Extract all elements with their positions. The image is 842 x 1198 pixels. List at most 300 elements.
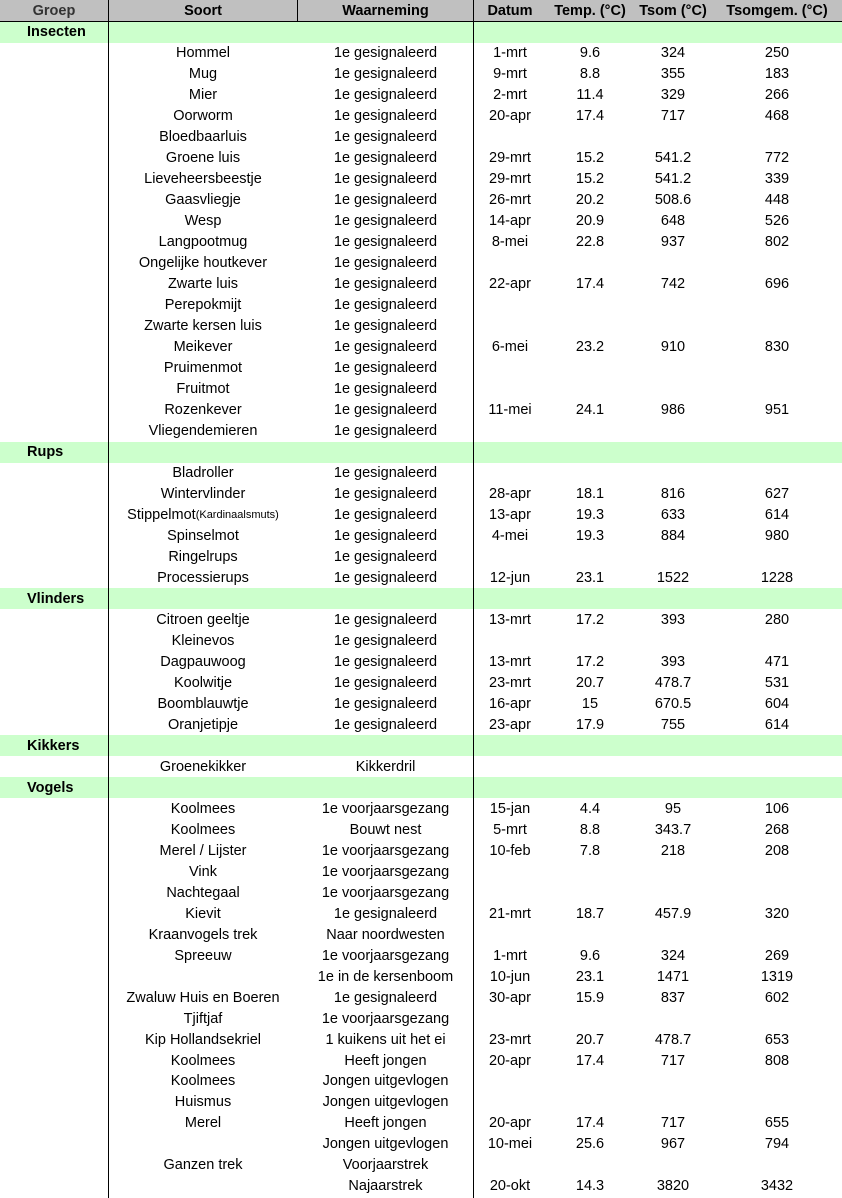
cell-soort-text: Dagpauwoog — [160, 653, 246, 670]
cell-datum-text: 13-mrt — [489, 611, 531, 628]
table-row — [0, 1155, 842, 1176]
cell-waarneming — [298, 43, 473, 64]
cell-soort-text: Oorworm — [173, 108, 233, 125]
group-row — [0, 442, 842, 463]
cell-soort-text: Spreeuw — [174, 947, 232, 964]
cell-tsom — [634, 1176, 712, 1197]
cell-temp-text: 15.2 — [575, 150, 605, 167]
cell-soort — [109, 945, 297, 966]
cell-datum-text: 9-mrt — [493, 66, 527, 83]
cell-waarneming-text: 1e gesignaleerd — [333, 632, 438, 649]
cell-waarneming — [298, 567, 473, 588]
cell-temp-text: 23.2 — [575, 339, 605, 356]
cell-tsomgem — [712, 567, 842, 588]
cell-tsomgem — [712, 798, 842, 819]
cell-datum-text: 14-apr — [489, 213, 531, 230]
cell-soort — [109, 1113, 297, 1134]
cell-soort — [109, 43, 297, 64]
cell-soort-text: Rozenkever — [164, 402, 242, 419]
header-waarneming: Waarneming — [342, 2, 429, 19]
cell-datum — [474, 253, 546, 274]
cell-temp — [546, 1176, 634, 1197]
cell-tsom-text: 3820 — [656, 1178, 690, 1195]
cell-tsom-text: 717 — [660, 108, 686, 125]
cell-soort-text: Vliegendemieren — [148, 423, 258, 440]
table-row — [0, 1176, 842, 1197]
cell-tsomgem-text: 802 — [764, 234, 790, 251]
cell-soort — [109, 316, 297, 337]
cell-tsom — [634, 1092, 712, 1113]
cell-tsom — [634, 148, 712, 169]
cell-waarneming-text: 1e gesignaleerd — [333, 402, 438, 419]
cell-datum-text: 20-okt — [489, 1178, 531, 1195]
cell-soort-text: Vink — [189, 863, 217, 880]
cell-tsom — [634, 337, 712, 358]
cell-datum — [474, 232, 546, 253]
cell-tsom — [634, 232, 712, 253]
cell-temp-text: 18.7 — [575, 905, 605, 922]
cell-waarneming-text: 1e gesignaleerd — [333, 192, 438, 209]
cell-tsomgem — [712, 232, 842, 253]
cell-waarneming-text: 1e gesignaleerd — [333, 989, 438, 1006]
cell-tsomgem — [712, 861, 842, 882]
cell-waarneming-text: 1e gesignaleerd — [333, 339, 438, 356]
cell-waarneming — [298, 1008, 473, 1029]
cell-soort — [109, 1092, 297, 1113]
table-row — [0, 903, 842, 924]
cell-datum — [474, 609, 546, 630]
cell-tsomgem — [712, 421, 842, 442]
cell-tsomgem — [712, 672, 842, 693]
cell-waarneming — [298, 127, 473, 148]
cell-soort — [109, 106, 297, 127]
table-row — [0, 484, 842, 505]
cell-waarneming — [298, 861, 473, 882]
cell-waarneming — [298, 1134, 473, 1155]
table-row — [0, 232, 842, 253]
cell-tsom-text: 324 — [660, 45, 686, 62]
cell-soort — [109, 400, 297, 421]
cell-tsom — [634, 987, 712, 1008]
cell-temp-text: 22.8 — [575, 234, 605, 251]
cell-waarneming — [298, 672, 473, 693]
cell-waarneming — [298, 463, 473, 484]
cell-tsom-text: 541.2 — [654, 150, 692, 167]
cell-waarneming — [298, 1050, 473, 1071]
cell-tsomgem-text: 1319 — [760, 968, 794, 985]
cell-temp — [546, 211, 634, 232]
cell-datum — [474, 672, 546, 693]
cell-temp-text: 17.4 — [575, 276, 605, 293]
cell-soort — [109, 1155, 297, 1176]
cell-tsom-text: 910 — [660, 339, 686, 356]
cell-waarneming — [298, 190, 473, 211]
group-row — [0, 777, 842, 798]
cell-tsomgem-text: 320 — [764, 905, 790, 922]
cell-temp — [546, 672, 634, 693]
cell-temp — [546, 232, 634, 253]
group-label: Kikkers — [27, 737, 80, 754]
cell-soort-text: Stippelmot — [127, 507, 196, 524]
table-row — [0, 421, 842, 442]
cell-tsomgem — [712, 1029, 842, 1050]
cell-waarneming-text: 1e gesignaleerd — [333, 569, 438, 586]
cell-waarneming-text: 1e gesignaleerd — [333, 528, 438, 544]
cell-datum — [474, 1008, 546, 1029]
cell-tsomgem-text: 208 — [764, 842, 790, 859]
cell-tsom-text: 670.5 — [654, 695, 692, 712]
cell-temp — [546, 148, 634, 169]
cell-tsom — [634, 547, 712, 568]
cell-temp-text: 20.9 — [575, 213, 605, 230]
cell-tsomgem-text: 269 — [764, 947, 790, 964]
cell-tsom — [634, 882, 712, 903]
cell-datum-text: 29-mrt — [489, 171, 531, 188]
cell-waarneming-text: 1e gesignaleerd — [333, 297, 438, 314]
cell-tsom — [634, 127, 712, 148]
cell-tsom — [634, 966, 712, 987]
cell-waarneming-text: Kikkerdril — [355, 758, 416, 775]
cell-tsomgem-text: 468 — [764, 108, 790, 125]
cell-tsomgem — [712, 505, 842, 526]
cell-tsomgem — [712, 924, 842, 945]
cell-datum-text: 6-mei — [491, 339, 529, 356]
cell-soort — [109, 232, 297, 253]
cell-tsom — [634, 840, 712, 861]
cell-temp-text: 8.8 — [579, 66, 601, 83]
cell-soort — [109, 1029, 297, 1050]
cell-temp — [546, 169, 634, 190]
cell-soort — [109, 672, 297, 693]
cell-datum — [474, 547, 546, 568]
cell-waarneming-text: 1e gesignaleerd — [333, 213, 438, 230]
cell-tsom — [634, 798, 712, 819]
cell-waarneming-text: Voorjaarstrek — [342, 1157, 429, 1174]
cell-temp-text: 17.4 — [575, 108, 605, 125]
cell-tsomgem-text: 250 — [764, 45, 790, 62]
table-row — [0, 651, 842, 672]
cell-datum — [474, 924, 546, 945]
cell-datum — [474, 567, 546, 588]
cell-tsom-text: 986 — [660, 402, 686, 419]
cell-waarneming-text: 1e gesignaleerd — [333, 611, 438, 628]
cell-datum — [474, 190, 546, 211]
cell-datum-text: 10-mei — [487, 1136, 533, 1153]
table-row — [0, 148, 842, 169]
cell-datum-text: 12-jun — [489, 569, 531, 586]
cell-waarneming — [298, 1113, 473, 1134]
cell-waarneming — [298, 1176, 473, 1197]
cell-tsom — [634, 714, 712, 735]
cell-tsom — [634, 819, 712, 840]
table-row — [0, 966, 842, 987]
cell-soort — [109, 64, 297, 85]
cell-waarneming-text: Jongen uitgevlogen — [322, 1073, 449, 1090]
cell-temp — [546, 819, 634, 840]
cell-soort-text: Groenekikker — [159, 758, 247, 775]
cell-temp-text: 15.9 — [575, 989, 605, 1006]
cell-tsomgem — [712, 127, 842, 148]
cell-tsom-text: 329 — [660, 87, 686, 104]
cell-tsom-text: 967 — [660, 1136, 686, 1153]
cell-soort — [109, 924, 297, 945]
cell-soort-text: Koolmees — [170, 1052, 236, 1069]
cell-soort — [109, 693, 297, 714]
cell-datum — [474, 714, 546, 735]
cell-waarneming-text: 1e gesignaleerd — [333, 45, 438, 62]
cell-waarneming-text: 1e gesignaleerd — [333, 276, 438, 293]
cell-waarneming-text: 1e gesignaleerd — [333, 653, 438, 670]
cell-soort — [109, 651, 297, 672]
cell-tsom-text: 95 — [664, 800, 682, 817]
cell-tsom — [634, 85, 712, 106]
cell-soort-text: Zwaluw Huis en Boeren — [126, 989, 280, 1006]
cell-soort — [109, 1134, 297, 1155]
cell-tsomgem-text: 614 — [764, 507, 790, 524]
group-label: Vogels — [27, 779, 74, 796]
cell-waarneming-text: 1e voorjaarsgezang — [321, 884, 450, 901]
cell-soort — [109, 861, 297, 882]
cell-tsom — [634, 169, 712, 190]
cell-temp — [546, 526, 634, 547]
table-row — [0, 1071, 842, 1092]
header-temp: Temp. (°C) — [554, 2, 626, 19]
table-row — [0, 379, 842, 400]
cell-tsomgem — [712, 274, 842, 295]
cell-soort-text: Processierups — [157, 569, 249, 586]
cell-datum — [474, 64, 546, 85]
cell-temp-text: 19.3 — [575, 528, 605, 544]
cell-soort-text: Spinselmot — [167, 528, 239, 544]
cell-waarneming-text: Heeft jongen — [344, 1052, 427, 1069]
cell-temp-text: 24.1 — [575, 402, 605, 419]
cell-tsom-text: 816 — [660, 486, 686, 503]
cell-waarneming — [298, 85, 473, 106]
cell-soort-text: Wesp — [184, 213, 222, 230]
cell-waarneming — [298, 484, 473, 505]
cell-waarneming-text: Heeft jongen — [344, 1115, 427, 1132]
cell-temp — [546, 651, 634, 672]
cell-temp — [546, 400, 634, 421]
cell-tsomgem-text: 627 — [764, 486, 790, 503]
cell-tsomgem — [712, 526, 842, 547]
cell-soort — [109, 274, 297, 295]
table-row — [0, 358, 842, 379]
cell-waarneming-text: 1e gesignaleerd — [333, 87, 438, 104]
cell-tsomgem-text: 106 — [764, 800, 790, 817]
cell-soort — [109, 840, 297, 861]
cell-tsom — [634, 64, 712, 85]
cell-tsom — [634, 190, 712, 211]
cell-datum-text: 23-mrt — [489, 674, 531, 691]
cell-tsomgem — [712, 253, 842, 274]
cell-temp — [546, 547, 634, 568]
cell-soort — [109, 903, 297, 924]
table-row — [0, 274, 842, 295]
table-row — [0, 840, 842, 861]
header-groep: Groep — [32, 2, 76, 19]
cell-tsomgem — [712, 693, 842, 714]
cell-tsom — [634, 924, 712, 945]
cell-tsomgem-text: 772 — [764, 150, 790, 167]
cell-waarneming-text: 1e gesignaleerd — [333, 381, 438, 398]
cell-waarneming — [298, 987, 473, 1008]
cell-tsomgem-text: 614 — [764, 716, 790, 733]
cell-soort-text: Groene luis — [165, 150, 241, 167]
cell-tsomgem — [712, 903, 842, 924]
cell-datum — [474, 1071, 546, 1092]
cell-temp-text: 11.4 — [576, 87, 604, 104]
cell-waarneming-text: 1e voorjaarsgezang — [321, 842, 450, 859]
cell-temp-text: 17.4 — [575, 1115, 605, 1132]
cell-datum-text: 29-mrt — [489, 150, 531, 167]
cell-temp-text: 7.8 — [579, 842, 601, 859]
cell-tsomgem — [712, 1176, 842, 1197]
table-row — [0, 1050, 842, 1071]
cell-temp — [546, 861, 634, 882]
group-label: Insecten — [27, 24, 86, 41]
cell-temp — [546, 966, 634, 987]
cell-soort-text: Zwarte kersen luis — [144, 318, 262, 335]
cell-soort — [109, 966, 297, 987]
cell-temp — [546, 127, 634, 148]
cell-soort — [109, 211, 297, 232]
cell-waarneming — [298, 903, 473, 924]
cell-tsom — [634, 861, 712, 882]
cell-datum-text: 20-apr — [489, 1052, 531, 1069]
cell-tsomgem-text: 951 — [764, 402, 790, 419]
cell-temp-text: 20.7 — [575, 674, 605, 691]
cell-tsomgem — [712, 1071, 842, 1092]
cell-waarneming — [298, 756, 473, 777]
table-row — [0, 505, 842, 526]
cell-waarneming — [298, 400, 473, 421]
cell-tsom-text: 717 — [660, 1115, 686, 1132]
group-label: Rups — [27, 444, 64, 461]
cell-waarneming — [298, 798, 473, 819]
cell-soort — [109, 421, 297, 442]
table-row — [0, 1092, 842, 1113]
cell-temp — [546, 358, 634, 379]
divider-groep-soort — [108, 0, 109, 1198]
cell-waarneming — [298, 526, 473, 547]
cell-temp — [546, 43, 634, 64]
cell-temp — [546, 85, 634, 106]
cell-tsomgem-text: 1228 — [760, 569, 794, 586]
cell-tsomgem — [712, 547, 842, 568]
cell-soort-text: Bloedbaarluis — [159, 129, 247, 146]
cell-waarneming — [298, 714, 473, 735]
cell-datum — [474, 274, 546, 295]
cell-soort — [109, 547, 297, 568]
cell-temp-text: 14.3 — [575, 1178, 605, 1195]
cell-datum-text: 5-mrt — [493, 821, 527, 838]
cell-temp-text: 20.2 — [575, 192, 605, 209]
cell-temp-text: 23.1 — [575, 968, 605, 985]
cell-datum — [474, 484, 546, 505]
cell-datum — [474, 421, 546, 442]
cell-tsom — [634, 1071, 712, 1092]
cell-datum — [474, 169, 546, 190]
cell-waarneming — [298, 547, 473, 568]
cell-waarneming-text: 1e gesignaleerd — [333, 318, 438, 335]
cell-tsom — [634, 526, 712, 547]
cell-soort-text: Tjiftjaf — [183, 1010, 223, 1027]
cell-waarneming-text: Jongen uitgevlogen — [322, 1094, 449, 1111]
cell-waarneming — [298, 64, 473, 85]
cell-temp — [546, 379, 634, 400]
cell-tsomgem — [712, 379, 842, 400]
cell-datum-text: 28-apr — [489, 486, 531, 503]
cell-waarneming-text: 1e in de kersenboom — [317, 968, 454, 985]
table-row — [0, 190, 842, 211]
table-row — [0, 714, 842, 735]
cell-waarneming — [298, 693, 473, 714]
cell-waarneming — [298, 421, 473, 442]
cell-tsom — [634, 672, 712, 693]
cell-tsomgem — [712, 609, 842, 630]
cell-soort-text: Gaasvliegje — [165, 192, 241, 209]
cell-datum — [474, 337, 546, 358]
cell-soort-text: Mier — [188, 87, 218, 104]
cell-temp — [546, 987, 634, 1008]
cell-waarneming — [298, 379, 473, 400]
cell-datum — [474, 630, 546, 651]
cell-temp-text: 9.6 — [579, 45, 601, 62]
cell-waarneming-text: 1e gesignaleerd — [333, 234, 438, 251]
cell-soort-text: Kip Hollandsekriel — [144, 1031, 262, 1048]
cell-datum-text: 15-jan — [489, 800, 531, 817]
cell-soort-text: Lieveheersbeestje — [144, 171, 262, 188]
cell-waarneming-text: Jongen uitgevlogen — [322, 1136, 449, 1153]
cell-datum — [474, 945, 546, 966]
cell-tsomgem-text: 653 — [764, 1031, 790, 1048]
cell-datum-text: 26-mrt — [489, 192, 531, 209]
cell-tsomgem-text: 602 — [764, 989, 790, 1006]
cell-soort — [109, 609, 297, 630]
cell-tsom — [634, 945, 712, 966]
cell-soort — [109, 85, 297, 106]
table-row — [0, 693, 842, 714]
cell-temp — [546, 945, 634, 966]
group-row — [0, 735, 842, 756]
cell-datum — [474, 148, 546, 169]
cell-tsom — [634, 379, 712, 400]
cell-temp-text: 17.2 — [575, 611, 605, 628]
cell-waarneming-text: 1e voorjaarsgezang — [321, 863, 450, 880]
cell-waarneming-text: 1e voorjaarsgezang — [321, 947, 450, 964]
cell-datum — [474, 85, 546, 106]
cell-soort — [109, 567, 297, 588]
cell-soort — [109, 190, 297, 211]
cell-waarneming — [298, 211, 473, 232]
cell-tsomgem — [712, 400, 842, 421]
cell-soort — [109, 463, 297, 484]
cell-tsomgem — [712, 987, 842, 1008]
cell-tsom-text: 717 — [660, 1052, 686, 1069]
cell-tsomgem — [712, 1008, 842, 1029]
cell-tsom — [634, 1008, 712, 1029]
cell-waarneming — [298, 630, 473, 651]
cell-tsom — [634, 505, 712, 526]
cell-tsomgem — [712, 358, 842, 379]
cell-tsom-text: 343.7 — [654, 821, 692, 838]
cell-datum — [474, 43, 546, 64]
cell-soort — [109, 148, 297, 169]
cell-waarneming-text: Bouwt nest — [349, 821, 422, 838]
cell-waarneming-text: Najaarstrek — [348, 1178, 423, 1195]
cell-tsomgem — [712, 295, 842, 316]
